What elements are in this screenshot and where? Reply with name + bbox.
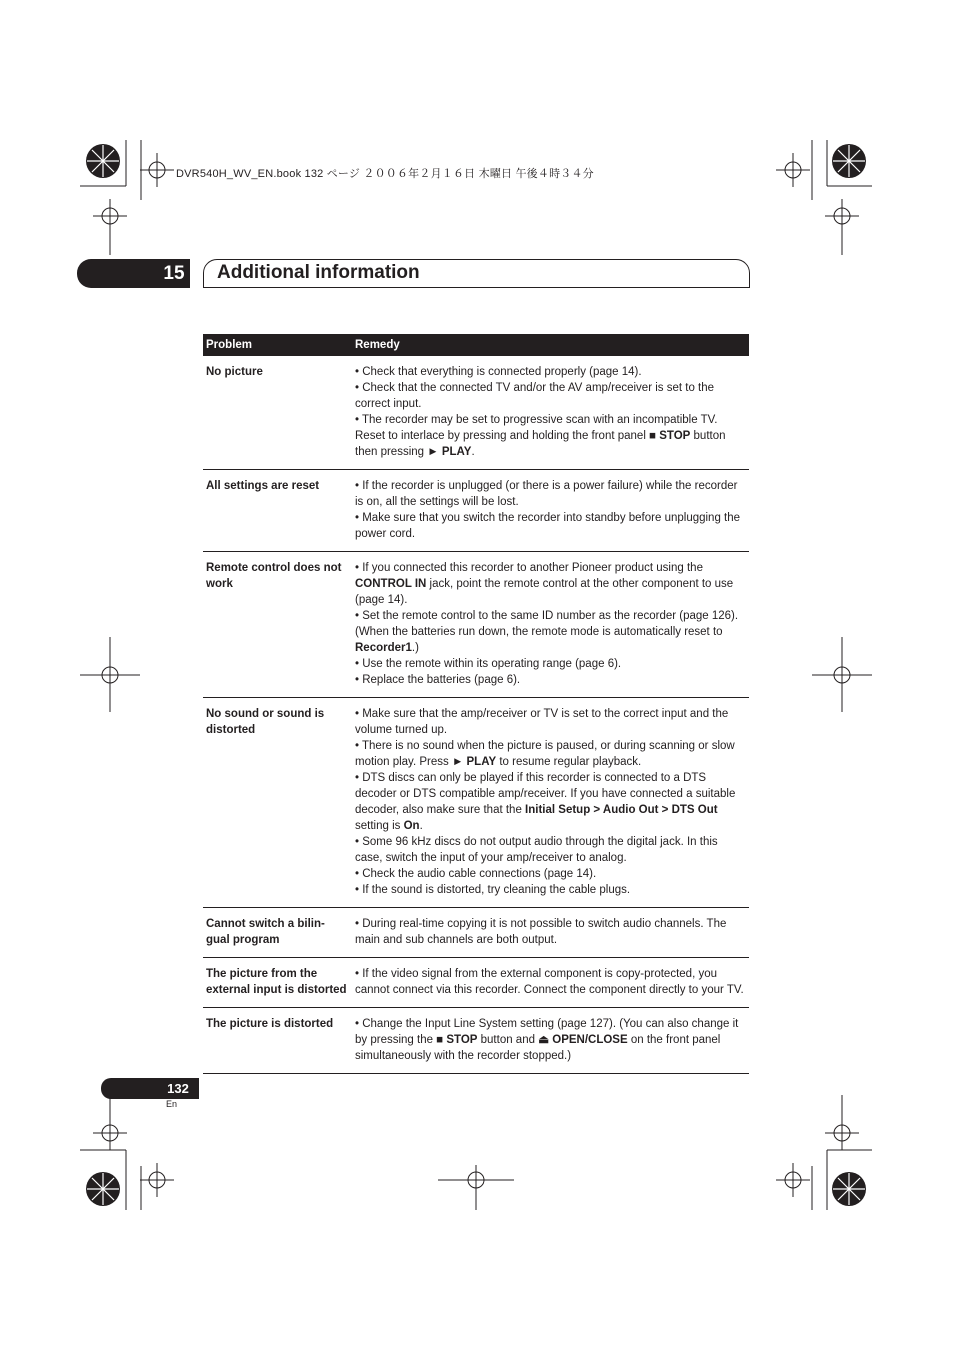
- remedy-text: • Check that the connected TV and/or the AV amp/receiver is set to the correct input.: [355, 382, 715, 410]
- remedy-item: [355, 672, 747, 688]
- remedy-text: On: [403, 820, 420, 832]
- remedy-text: • Change the Input Line System setting (page 127). (You can also change it by pressing the: [355, 1018, 739, 1046]
- remedy-item: [355, 412, 747, 460]
- remedy-text: • During real-time copying it is not possible to switch audio channels. The main and sub channels are both output.: [355, 918, 727, 946]
- remedy-cell: [351, 470, 749, 552]
- page-language: En: [166, 1099, 178, 1109]
- remedy-item: [355, 966, 747, 998]
- remedy-item: [355, 656, 747, 672]
- remedy-item: [355, 834, 747, 866]
- remedy-item: [355, 738, 747, 770]
- remedy-text: • Set the remote control to the same ID number as the recorder (page 126). (When the batteries run down, the remote mode is automatically reset to: [355, 610, 739, 638]
- remedy-text: setting is: [355, 820, 404, 832]
- print-header: DVR540H_WV_EN.book 132 ページ ２００６年２月１６日 木曜日 午後４時３４分: [176, 168, 594, 180]
- remedy-text: to resume regular playback.: [496, 756, 642, 768]
- problem-cell: Cannot switch a bilin-gual program: [203, 908, 351, 958]
- remedy-text: .): [411, 642, 419, 654]
- chapter-title: Additional information: [217, 262, 420, 283]
- remedy-text: button and: [477, 1034, 539, 1046]
- remedy-text: • Use the remote within its operating range (page 6).: [355, 658, 622, 670]
- remedy-text: • If the video signal from the external component is copy-protected, you cannot connect via this recorder. Connect the component directly to your TV.: [355, 968, 744, 996]
- remedy-text: Recorder1: [355, 642, 412, 654]
- table-row: [203, 552, 749, 698]
- remedy-item: [355, 770, 747, 834]
- remedy-item: [355, 560, 747, 608]
- remedy-text: CONTROL IN: [355, 578, 427, 590]
- troubleshooting-table: [203, 334, 749, 1074]
- remedy-item: [355, 478, 747, 510]
- remedy-text: • If the sound is distorted, try cleaning the cable plugs.: [355, 884, 631, 896]
- remedy-text: ⏏ OPEN/CLOSE: [538, 1034, 628, 1046]
- problem-cell: The picture is distorted: [203, 1008, 351, 1074]
- page-number: 132: [167, 1081, 189, 1096]
- remedy-cell: [351, 698, 749, 908]
- remedy-text: • If you connected this recorder to another Pioneer product using the: [355, 562, 703, 574]
- remedy-text: ► PLAY: [451, 756, 497, 768]
- table-row: [203, 908, 749, 958]
- remedy-cell: [351, 958, 749, 1008]
- table-row: [203, 698, 749, 908]
- problem-cell: The picture from the external input is distorted: [203, 958, 351, 1008]
- remedy-item: [355, 364, 747, 380]
- problem-cell: No picture: [203, 356, 351, 470]
- remedy-text: .: [419, 820, 423, 832]
- table-body: [203, 356, 749, 1074]
- problem-cell: No sound or sound is distorted: [203, 698, 351, 908]
- remedy-item: [355, 706, 747, 738]
- remedy-cell: [351, 908, 749, 958]
- remedy-text: • Replace the batteries (page 6).: [355, 674, 521, 686]
- table-row: [203, 356, 749, 470]
- remedy-cell: [351, 356, 749, 470]
- remedy-text: • Make sure that the amp/receiver or TV is set to the correct input and the volume turned up.: [355, 708, 729, 736]
- remedy-text: • There is no sound when the picture is paused, or during scanning or slow motion play. Press: [355, 740, 735, 768]
- remedy-text: ► PLAY: [427, 446, 472, 458]
- problem-cell: Remote control does not work: [203, 552, 351, 698]
- remedy-text: • Make sure that you switch the recorder into standby before unplugging the power cord.: [355, 512, 741, 540]
- remedy-text: • Check that everything is connected properly (page 14).: [355, 366, 642, 378]
- table-row: [203, 958, 749, 1008]
- remedy-header: Remedy: [351, 334, 749, 356]
- remedy-item: [355, 866, 747, 882]
- remedy-item: [355, 510, 747, 542]
- table-row: [203, 1008, 749, 1074]
- table-row: [203, 470, 749, 552]
- remedy-text: jack, point the remote control at the other component to use (page 14).: [355, 578, 734, 606]
- remedy-cell: [351, 552, 749, 698]
- remedy-text: button then pressing: [355, 430, 726, 458]
- remedy-text: ■ STOP: [649, 430, 691, 442]
- remedy-item: [355, 380, 747, 412]
- table-header-row: [203, 334, 749, 356]
- remedy-text: • If the recorder is unplugged (or there is a power failure) while the recorder is on, all the settings will be lost.: [355, 480, 738, 508]
- remedy-text: .: [471, 446, 475, 458]
- remedy-item: [355, 1016, 747, 1064]
- remedy-item: [355, 916, 747, 948]
- problem-header: Problem: [203, 334, 351, 356]
- remedy-text: • DTS discs can only be played if this recorder is connected to a DTS decoder or DTS compatible amp/receiver. If you have connected a suitable decoder, also make sure that the: [355, 772, 736, 816]
- remedy-item: [355, 608, 747, 656]
- remedy-item: [355, 882, 747, 898]
- remedy-text: • Some 96 kHz discs do not output audio through the digital jack. In this case, switch the input of your amp/receiver to analog.: [355, 836, 718, 864]
- remedy-text: • Check the audio cable connections (page 14).: [355, 868, 597, 880]
- problem-cell: All settings are reset: [203, 470, 351, 552]
- remedy-cell: [351, 1008, 749, 1074]
- remedy-text: on the front panel simultaneously with the recorder stopped.): [355, 1034, 721, 1062]
- remedy-text: ■ STOP: [436, 1034, 478, 1046]
- remedy-text: • The recorder may be set to progressive scan with an incompatible TV. Reset to interlace by pressing and holding the front panel: [355, 414, 718, 442]
- chapter-number: 15: [163, 263, 185, 284]
- remedy-text: Initial Setup > Audio Out > DTS Out: [525, 804, 718, 816]
